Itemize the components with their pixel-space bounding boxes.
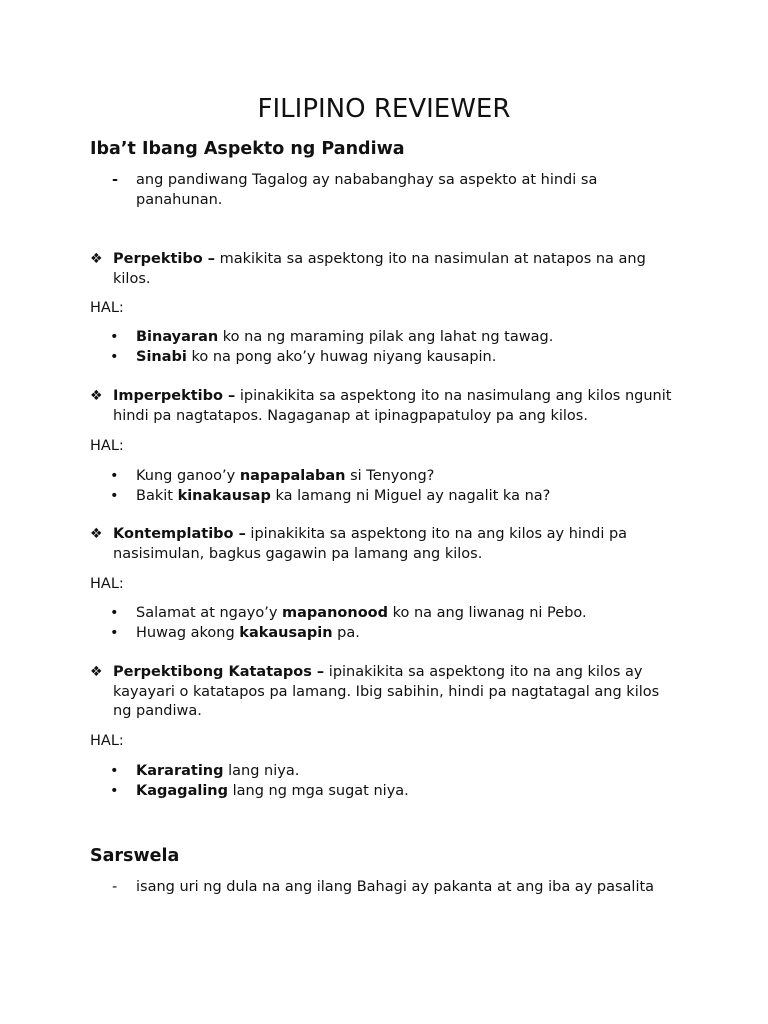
intro-text: ang pandiwang Tagalog ay nababanghay sa aspekto at hindi sa panahunan.: [136, 172, 598, 208]
page-title: FILIPINO REVIEWER: [257, 94, 511, 124]
list-item: • Sinabi ko na pong ako’y huwag niyang kausapin.: [90, 348, 690, 368]
example-list: [90, 762, 690, 801]
sarswela-text: isang uri ng dula na ang ilang Bahagi ay pakanta at ang iba ay pasalita: [136, 879, 655, 895]
aspect-definition: ipinakikita sa aspektong ito na ang kilos ay kayayari o katatapos pa lamang. Ibig sabihin, hindi pa nagtatagal ang kilos ng pandiwa.: [113, 664, 660, 719]
aspect-term: Perpektibong Katatapos –: [113, 664, 325, 680]
section-heading-sarswela: Sarswela: [90, 846, 180, 866]
bullet-icon: •: [110, 468, 119, 484]
diamond-bullet-icon: ❖: [90, 251, 103, 267]
dash-marker: -: [112, 172, 119, 188]
hal-label: HAL:: [90, 300, 124, 316]
diamond-bullet-icon: ❖: [90, 388, 103, 404]
list-item: • Kagagaling lang ng mga sugat niya.: [90, 782, 690, 802]
section-heading-aspekto: Iba’t Ibang Aspekto ng Pandiwa: [90, 139, 405, 159]
bullet-icon: •: [110, 763, 119, 779]
diamond-bullet-icon: ❖: [90, 664, 103, 680]
aspect-perpektibong-katatapos: [90, 663, 680, 722]
aspect-definition: ipinakikita sa aspektong ito na ang kilos ay hindi pa nasisimulan, bagkus gagawin pa lamang ang kilos.: [113, 526, 628, 562]
list-item: • Binayaran ko na ng maraming pilak ang lahat ng tawag.: [90, 328, 690, 348]
aspect-term: Imperpektibo –: [113, 388, 236, 404]
bullet-icon: •: [110, 624, 119, 641]
bullet-icon: •: [110, 605, 119, 621]
hal-label: HAL:: [90, 576, 124, 592]
hal-label: HAL:: [90, 733, 124, 749]
bullet-icon: •: [110, 329, 119, 345]
dash-marker: -: [112, 879, 118, 895]
aspect-definition: makikita sa aspektong ito na nasimulan at natapos na ang kilos.: [113, 251, 646, 287]
example-list: [90, 467, 690, 506]
hal-label: HAL:: [90, 438, 124, 454]
bullet-icon: •: [110, 487, 119, 504]
aspect-term: Perpektibo –: [113, 251, 216, 267]
aspect-kontemplatibo: [90, 525, 680, 564]
bullet-icon: •: [110, 782, 119, 799]
bullet-icon: •: [110, 348, 119, 365]
list-item: • Bakit kinakausap ka lamang ni Miguel ay nagalit ka na?: [90, 487, 690, 507]
list-item: • Salamat at ngayo’y mapanonood ko na ang liwanag ni Pebo.: [90, 604, 690, 624]
list-item: • Kararating lang niya.: [90, 762, 690, 782]
aspect-definition: ipinakikita sa aspektong ito na nasimulang ang kilos ngunit hindi pa nagtatapos. Nagaganap at ipinagpapatuloy pa ang kilos.: [113, 388, 672, 424]
aspect-term: Kontemplatibo –: [113, 526, 246, 542]
example-list: [90, 328, 690, 367]
list-item: • Kung ganoo’y napapalaban si Tenyong?: [90, 467, 690, 487]
diamond-bullet-icon: ❖: [90, 526, 103, 542]
example-list: [90, 604, 690, 643]
aspect-imperpektibo: [90, 387, 680, 426]
list-item: • Huwag akong kakausapin pa.: [90, 624, 690, 644]
aspect-perpektibo: [90, 250, 680, 289]
